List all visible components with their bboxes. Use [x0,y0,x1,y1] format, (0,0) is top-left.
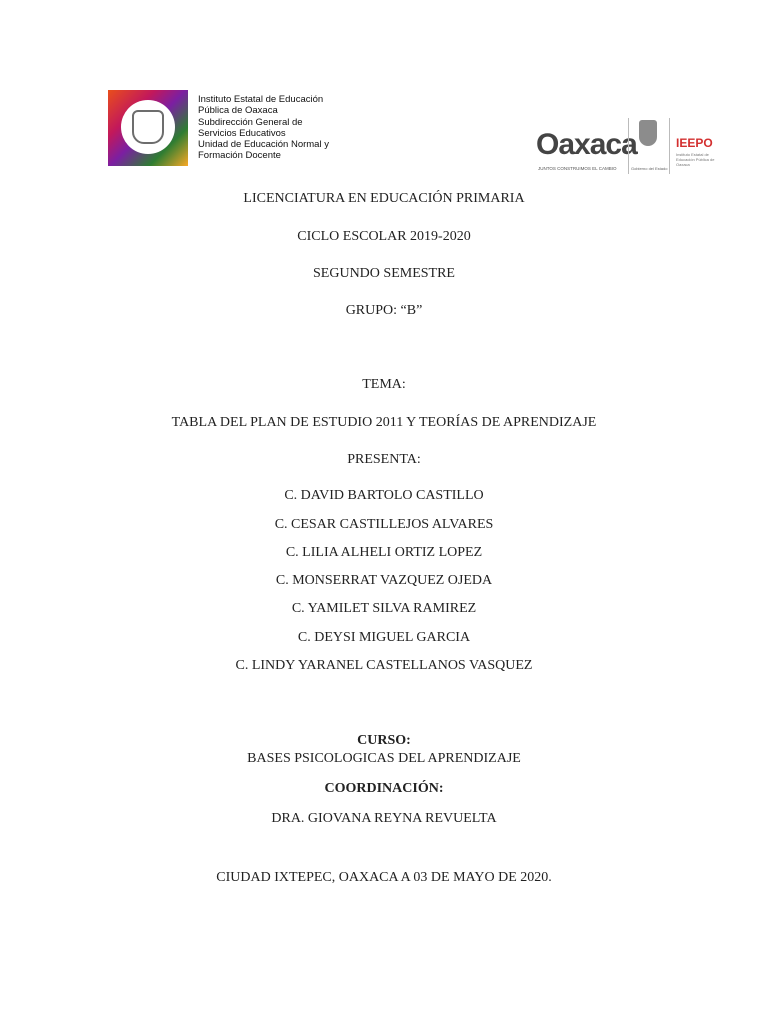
student-name: C. LILIA ALHELI ORTIZ LOPEZ [285,545,483,560]
institution-line: Servicios Educativos [198,127,286,139]
oaxaca-logo-text: Oaxaca [536,128,637,161]
topic-label: TEMA: [362,377,406,392]
student-name: C. MONSERRAT VAZQUEZ OJEDA [275,573,493,588]
student-name: C. LINDY YARANEL CASTELLANOS VASQUEZ [235,658,533,673]
institution-name [198,94,329,166]
program-title: LICENCIATURA EN EDUCACIÓN PRIMARIA [243,191,525,206]
semester: SEGUNDO SEMESTRE [313,266,455,281]
course-label: CURSO: [357,733,411,748]
institution-line: Formación Docente [198,150,281,162]
institution-line: Subdirección General de [198,116,303,128]
topic: TABLA DEL PLAN DE ESTUDIO 2011 Y TEORÍAS DE APRENDIZAJE [171,415,597,430]
coordinator-name: DRA. GIOVANA REYNA REVUELTA [271,811,497,826]
gov-caption: Gobierno del Estado [631,166,668,171]
place-and-date: CIUDAD IXTEPEC, OAXACA A 03 DE MAYO DE 2020. [216,870,552,885]
student-name: C. DEYSI MIGUEL GARCIA [297,630,471,645]
student-name: C. DAVID BARTOLO CASTILLO [284,488,484,503]
government-seal-icon [628,118,668,174]
group: GRUPO: “B” [345,303,423,318]
institution-header [108,90,329,166]
institution-line: Pública de Oaxaca [198,105,278,117]
government-logos [536,118,716,174]
oaxaca-seal-icon [121,100,175,154]
ieepo-logo [669,118,716,174]
student-name: C. CESAR CASTILLEJOS ALVARES [274,517,494,532]
institution-line: Instituto Estatal de Educación [198,94,324,105]
presents-label: PRESENTA: [347,452,421,467]
oaxaca-slogan: JUNTOS CONSTRUIMOS EL CAMBIO [538,166,617,171]
coordination-label: COORDINACIÓN: [324,781,444,796]
ieepo-colorful-logo [108,90,188,166]
school-year: CICLO ESCOLAR 2019-2020 [297,229,471,244]
oaxaca-logo [536,118,637,174]
student-name: C. YAMILET SILVA RAMIREZ [291,601,477,616]
course-name: BASES PSICOLOGICAS DEL APRENDIZAJE [247,751,521,766]
institution-line: Unidad de Educación Normal y [198,139,329,151]
ieepo-logo-text: IEEPO [676,136,713,150]
ieepo-subtext: Instituto Estatal de Educación Pública de Oaxaca [676,152,715,167]
